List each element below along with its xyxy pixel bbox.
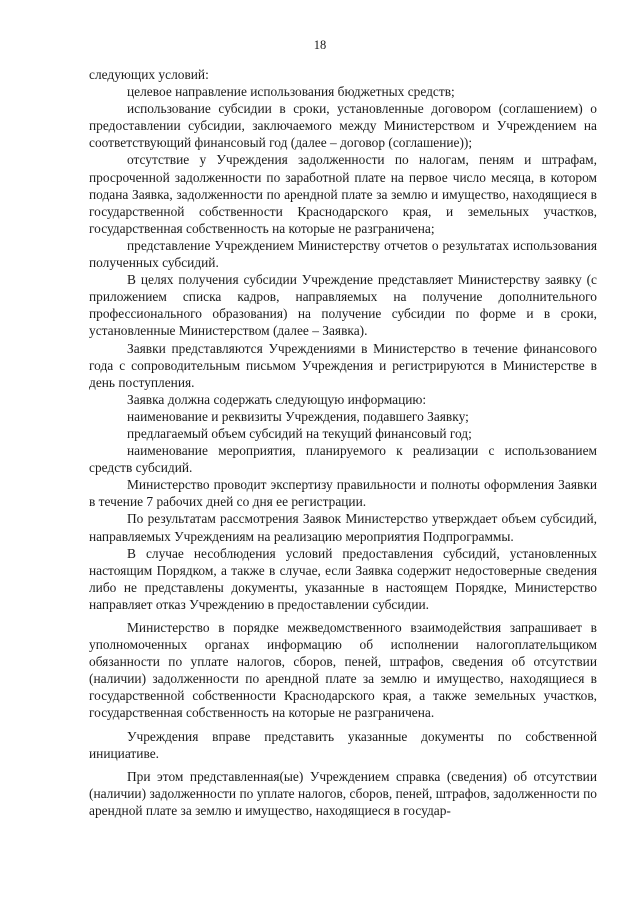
paragraph-approval: По результатам рассмотрения Заявок Министерство утверждает объем субсидий, направляемых Учреждениям на реализацию мероприятия Подпрограммы. [89,511,597,544]
paragraph-interagency-request: Министерство в порядке межведомственного взаимодействия запрашивает в уполномоченных органах информацию об исполнении налогоплательщиком обязанности по уплате налогов, сборов, пеней, штрафов, сведения об отсутствии (наличии) задолженности по арендной плате за землю и имущество, находящиеся в государственной собственности Краснодарского края, а также земельных участков, государственная собственность на которые не разграничена. [89,620,597,721]
paragraph-condition-no-debt: отсутствие у Учреждения задолженности по налогам, пеням и штрафам, просроченной задолженности по заработной плате на первое число месяца, в котором подана Заявка, задолженности по арендной плате за землю и имущество, находящиеся в государственной собственности Краснодарского края, и земельных участков, государственная собственность на которые не разграничена; [89,152,597,236]
paragraph-own-initiative: Учреждения вправе представить указанные документы по собственной инициативе. [89,728,597,761]
paragraph-expertise: Министерство проводит экспертизу правильности и полноты оформления Заявки в течение 7 рабочих дней со дня ее регистрации. [89,477,597,510]
paragraph-condition-terms: использование субсидии в сроки, установленные договором (соглашением) о предоставлении субсидии, заключаемого между Министерством и Учреждением на соответствующий финансовый год (далее – договор (соглашение)); [89,101,597,151]
paragraph-application-submission: В целях получения субсидии Учреждение представляет Министерству заявку (с приложением списка кадров, направляемых на получение дополнительного профессионального образования) на получение субсидии по форме и в сроки, установленные Министерством (далее – Заявка). [89,272,597,339]
paragraph-application-item-volume: предлагаемый объем субсидий на текущий финансовый год; [127,425,472,441]
paragraph-application-item-name: наименование и реквизиты Учреждения, подавшего Заявку; [127,408,469,424]
paragraph-refusal: В случае несоблюдения условий предоставления субсидий, установленных настоящим Порядком, а также в случае, если Заявка содержит недостоверные сведения либо не представлены документы, указанные в настоящем Порядке, Министерство направляет отказ Учреждению в предоставлении субсидии. [89,545,597,612]
paragraph-conditions-intro: следующих условий: [89,67,209,82]
paragraph-application-contents: Заявка должна содержать следующую информацию: [127,391,427,407]
paragraph-condition-target-use: целевое направление использования бюджетных средств; [127,84,455,100]
paragraph-application-item-activity: наименование мероприятия, планируемого к реализации с использованием средств субсидий. [89,443,597,476]
document-body [89,66,597,819]
paragraph-certificate: При этом представленная(ые) Учреждением справка (сведения) об отсутствии (наличии) задолженности по уплате налогов, сборов, пеней, штрафов, задолженности по арендной плате за землю и имущество, находящиеся в государ- [89,768,597,818]
paragraph-application-registration: Заявки представляются Учреждениями в Министерство в течение финансового года с сопроводительным письмом Учреждения и регистрируются в Министерстве в день поступления. [89,340,597,390]
page-number: 18 [313,38,327,52]
paragraph-condition-reports: представление Учреждением Министерству отчетов о результатах использования полученных субсидий. [89,237,597,271]
